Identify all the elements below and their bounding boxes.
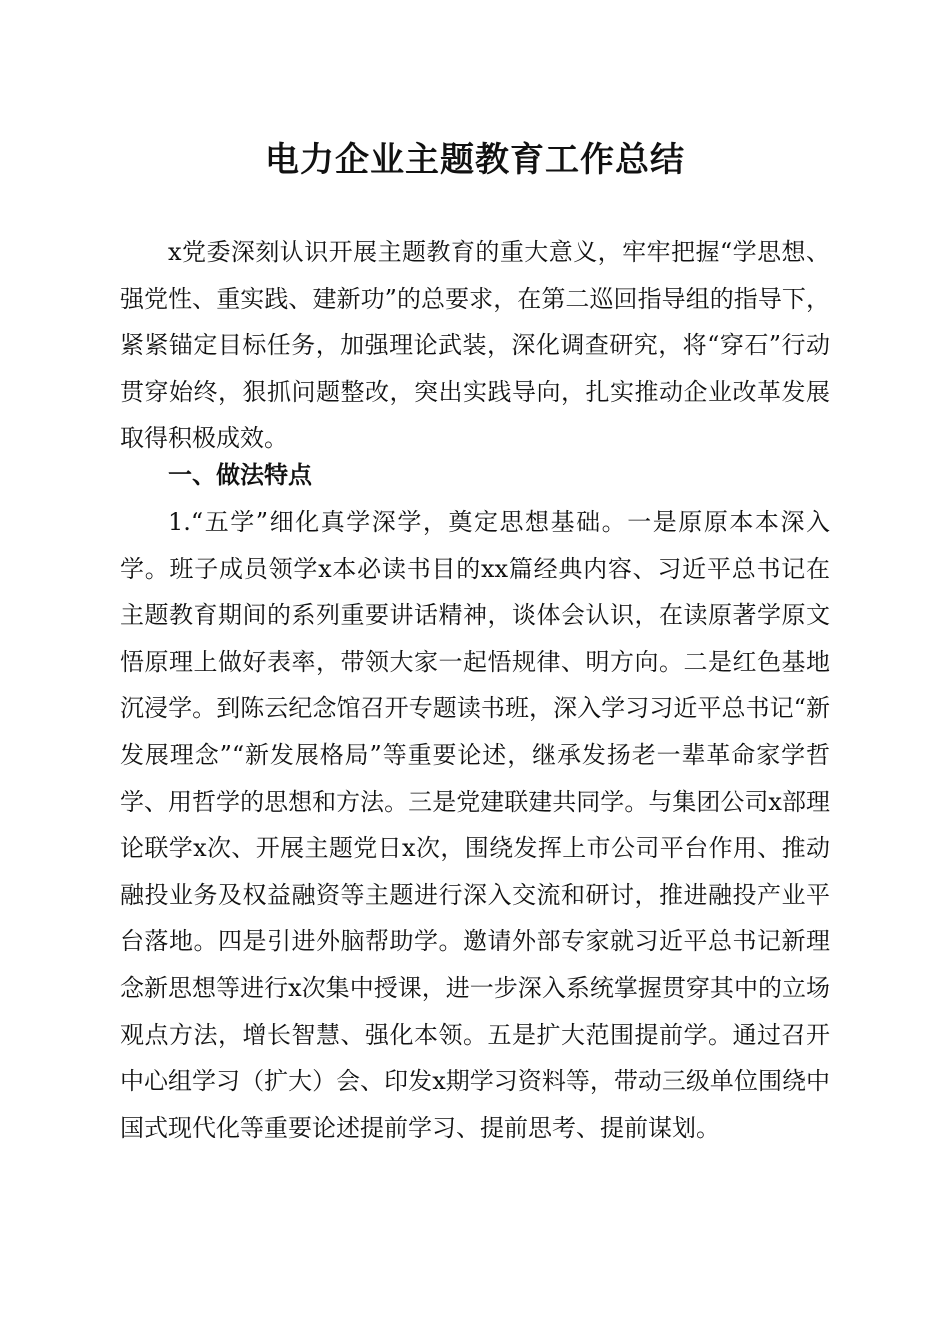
document-title: 电力企业主题教育工作总结 [265,140,685,180]
intro-paragraph: x党委深刻认识开展主题教育的重大意义，牢牢把握“学思想、强党性、重实践、建新功”的总要求，在第二巡回指导组的指导下，紧紧锚定目标任务，加强理论武装，深化调查研究，将“穿石”行动贯穿始终，狠抓问题整改，突出实践导向，扎实推动企业改革发展取得积极成效。 [120,238,830,453]
body-paragraph: 1.“五学”细化真学深学，奠定思想基础。一是原原本本深入学。班子成员领学x本必读书目的xx篇经典内容、习近平总书记在主题教育期间的系列重要讲话精神，谈体会认识，在读原著学原文悟原理上做好表率，带领大家一起悟规律、明方向。二是红色基地沉浸学。到陈云纪念馆召开专题读书班，深入学习习近平总书记“新发展理念”“新发展格局”等重要论述，继承发扬老一辈革命家学哲学、用哲学的思想和方法。三是党建联建共同学。与集团公司x部理论联学x次、开展主题党日x次，围绕发挥上市公司平台作用、推动融投业务及权益融资等主题进行深入交流和研讨，推进融投产业平台落地。四是引进外脑帮助学。邀请外部专家就习近平总书记新理念新思想等进行x次集中授课，进一步深入系统掌握贯穿其中的立场观点方法，增长智慧、强化本领。五是扩大范围提前学。通过召开中心组学习（扩大）会、印发x期学习资料等，带动三级单位围绕中国式现代化等重要论述提前学习、提前思考、提前谋划。 [120,508,830,1142]
section-heading: 一、做法特点 [168,461,312,489]
